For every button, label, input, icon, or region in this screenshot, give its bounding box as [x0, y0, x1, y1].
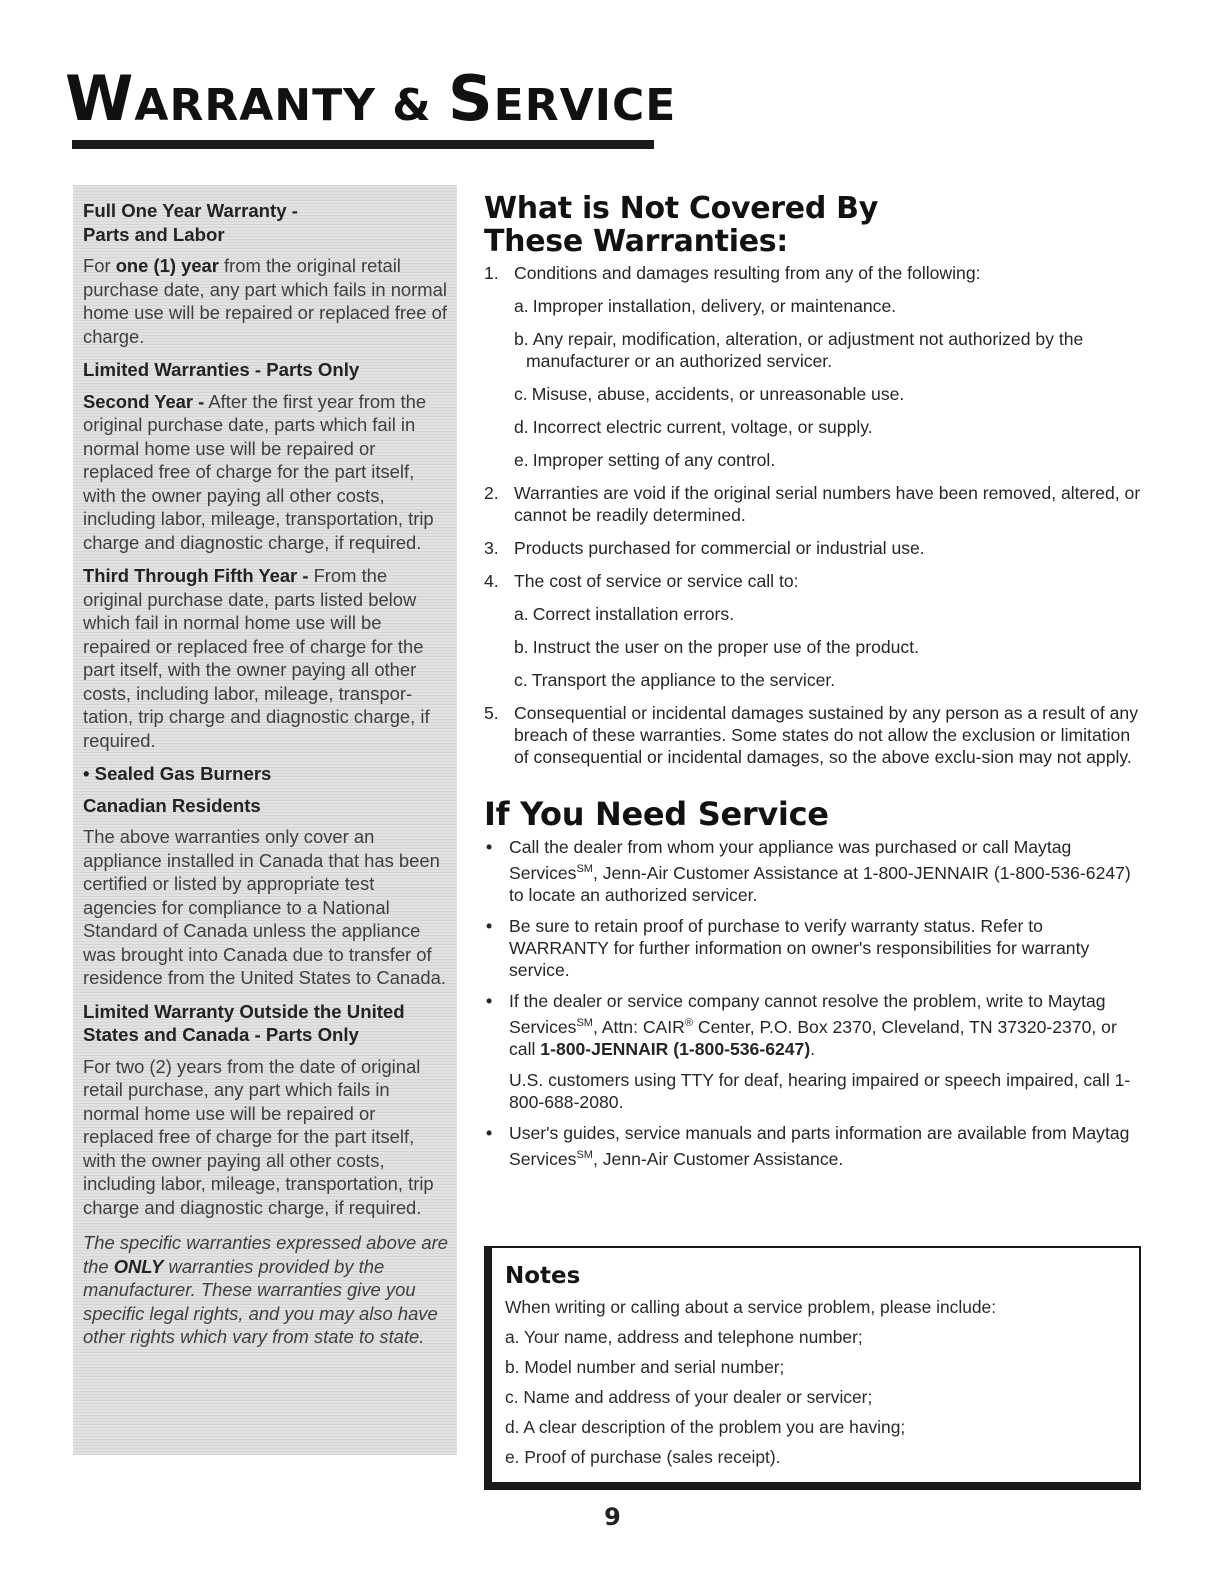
- title-letter: S: [448, 62, 494, 135]
- sub-letter: b.: [514, 637, 529, 657]
- list-item: [484, 482, 1144, 526]
- item-text: Warranties are void if the original serial numbers have been removed, altered, or cannot be readily determined.: [514, 483, 1141, 525]
- bullet: •: [486, 1122, 493, 1143]
- page-number: 9: [604, 1503, 621, 1531]
- text-run: From the original purchase date, parts listed below which fail in normal home use will be repaired or replaced free of charge for the part itself, with the owner paying all other costs, including labor, mileage, transpor-tation, trip charge and diagnostic charge, if required.: [83, 565, 430, 751]
- emphasis: one (1) year: [115, 255, 219, 276]
- item-text: Products purchased for commercial or industrial use.: [514, 538, 925, 558]
- outside-us-heading: Limited Warranty Outside the United States and Canada - Parts Only: [83, 1000, 405, 1045]
- heading-line: Parts and Labor: [83, 223, 225, 245]
- emphasis: Third Through Fifth Year -: [83, 565, 309, 586]
- list-item: [484, 262, 1144, 471]
- title-rule: [72, 140, 654, 149]
- list-item: [484, 990, 1144, 1113]
- sub-letter: c.: [514, 384, 528, 404]
- sub-letter: b.: [514, 329, 529, 349]
- sub-text: Correct installation errors.: [532, 604, 735, 624]
- item-number: 3.: [484, 538, 499, 558]
- text-run: If the dealer or service company cannot resolve the problem, write to Maytag Services: [509, 990, 1106, 1037]
- sub-item: [514, 636, 1144, 658]
- item-text: The cost of service or service call to:: [514, 571, 799, 591]
- bullet: •: [486, 837, 493, 857]
- text-run: User's guides, service manuals and parts information are available from Maytag Services: [509, 1122, 1130, 1169]
- notes-line: b. Model number and serial number;: [505, 1357, 785, 1377]
- sub-item: [514, 383, 1144, 405]
- sub-letter: a.: [514, 604, 529, 624]
- limited-warranties-heading: Limited Warranties - Parts Only: [83, 359, 360, 380]
- text-run: .: [810, 1038, 816, 1059]
- title-letter: W: [65, 62, 135, 135]
- bullet: •: [486, 990, 493, 1011]
- heading-line: What is Not Covered By: [484, 191, 878, 226]
- sub-item: [514, 328, 1144, 372]
- title-text: ARRANTY: [134, 80, 376, 131]
- not-covered-list: [484, 262, 1144, 768]
- full-warranty-text: [83, 254, 449, 348]
- sub-text: Transport the appliance to the servicer.: [531, 670, 836, 690]
- heading-line: These Warranties:: [484, 224, 788, 259]
- list-item: [484, 915, 1144, 981]
- emphasis: Second Year -: [83, 390, 205, 412]
- service-mark: SM: [576, 1016, 593, 1029]
- canadian-residents-heading: Canadian Residents: [83, 794, 261, 816]
- text-run: , Jenn-Air Customer Assistance.: [592, 1148, 844, 1169]
- list-item: [484, 836, 1144, 906]
- text-run: warranties provided by the manufacturer. These warranties give you specific legal rights, and you may also have other rights which vary from state to state.: [83, 1255, 438, 1347]
- list-item: [484, 1122, 1144, 1170]
- text-run: Center, P.O. Box 2370, Cleveland, TN 37320-2370, or call: [509, 1016, 1117, 1059]
- text-run: For: [83, 255, 116, 276]
- sub-text: Instruct the user on the proper use of the product.: [532, 637, 920, 657]
- sub-text: Incorrect electric current, voltage, or supply.: [532, 417, 873, 437]
- tty-note: U.S. customers using TTY for deaf, hearing impaired or speech impaired, call 1-800-688-2080.: [509, 1069, 1131, 1112]
- notes-line: a. Your name, address and telephone number;: [505, 1327, 863, 1347]
- registered-mark: ®: [684, 1016, 693, 1029]
- sub-text: Any repair, modification, alteration, or adjustment not authorized by the manufacturer or an authorized servicer.: [526, 329, 1084, 371]
- sub-letter: a.: [514, 296, 529, 316]
- notes-box: [484, 1246, 1141, 1490]
- page-title: [65, 62, 677, 135]
- warranty-sidebar: [73, 185, 457, 1455]
- sub-text: Misuse, abuse, accidents, or unreasonable use.: [531, 384, 905, 404]
- item-number: 4.: [484, 571, 499, 591]
- main-column: [484, 192, 1144, 1170]
- sub-item: [514, 669, 1144, 691]
- text-run: , Jenn-Air Customer Assistance at 1-800-JENNAIR (1-800-536-6247) to locate an authorized servicer.: [509, 862, 1131, 905]
- canadian-residents-text: The above warranties only cover an appliance installed in Canada that has been certified or listed by appropriate test agencies for compliance to a National Standard of Canada unless the appliance was brought into Canada due to transfer of residence from the United States to Canada.: [83, 826, 446, 988]
- sealed-gas-burners: • Sealed Gas Burners: [83, 763, 272, 784]
- text-run: from the original retail purchase date, any part which fails in normal home use will be repaired or replaced free of charge.: [83, 255, 447, 347]
- closing-statement: [83, 1231, 449, 1349]
- sub-letter: d.: [514, 417, 529, 437]
- service-mark: SM: [576, 863, 593, 875]
- phone-number: 1-800-JENNAIR (1-800-536-6247): [540, 1038, 811, 1059]
- list-item: [484, 570, 1144, 691]
- title-text: ERVICE: [493, 80, 677, 131]
- item-text: Consequential or incidental damages sustained by any person as a result of any breach of these warranties. Some states do not allow the exclusion or limitation of consequential or incidental damages, so the above exclu-sion may not apply.: [514, 703, 1138, 767]
- notes-intro: When writing or calling about a service problem, please include:: [505, 1297, 997, 1317]
- full-warranty-heading: [83, 199, 449, 246]
- notes-line: d. A clear description of the problem you are having;: [505, 1417, 906, 1437]
- list-item: [484, 702, 1144, 768]
- item-number: 5.: [484, 703, 499, 723]
- list-item: [484, 537, 1144, 559]
- not-covered-heading: [484, 192, 1144, 258]
- notes-line: c. Name and address of your dealer or servicer;: [505, 1387, 873, 1407]
- item-number: 1.: [484, 263, 499, 283]
- title-ampersand: &: [392, 80, 432, 131]
- text-run: Be sure to retain proof of purchase to verify warranty status. Refer to WARRANTY for further information on owner's responsibilities for warranty service.: [509, 915, 1090, 980]
- emphasis: ONLY: [113, 1255, 164, 1277]
- sub-text: Improper installation, delivery, or maintenance.: [532, 296, 897, 316]
- item-text: Conditions and damages resulting from any of the following:: [514, 263, 981, 283]
- sub-item: [514, 416, 1144, 438]
- service-list: [484, 836, 1144, 1170]
- bullet: •: [486, 915, 493, 936]
- sub-letter: e.: [514, 450, 529, 470]
- sub-letter: c.: [514, 670, 528, 690]
- heading-line: Full One Year Warranty -: [83, 200, 298, 221]
- sub-item: [514, 603, 1144, 625]
- service-mark: SM: [576, 1148, 593, 1161]
- sub-text: Improper setting of any control.: [532, 450, 776, 470]
- text-run: The specific warranties expressed above are the: [83, 1232, 448, 1277]
- text-run: , Attn: CAIR: [592, 1016, 685, 1037]
- outside-us-text: For two (2) years from the date of original retail purchase, any part which fails in normal home use will be repaired or replaced free of charge for the part itself, with the owner paying all other costs, including labor, mileage, transportation, trip charge and diagnostic charge, if required.: [83, 1055, 434, 1218]
- sub-item: [514, 449, 1144, 471]
- need-service-heading: If You Need Service: [484, 795, 829, 833]
- second-year-text: [83, 390, 449, 555]
- sub-item: [514, 295, 1144, 317]
- item-number: 2.: [484, 483, 499, 503]
- notes-heading: Notes: [505, 1263, 581, 1289]
- third-fifth-year-text: [83, 564, 449, 752]
- text-run: Call the dealer from whom your appliance was purchased or call Maytag Services: [509, 837, 1072, 883]
- notes-line: e. Proof of purchase (sales receipt).: [505, 1447, 781, 1467]
- text-run: After the first year from the original purchase date, parts which fail in normal home use will be repaired or replaced free of charge for the part itself, with the owner paying all other costs, including labor, mileage, transportation, trip charge and diagnostic charge, if required.: [83, 390, 434, 553]
